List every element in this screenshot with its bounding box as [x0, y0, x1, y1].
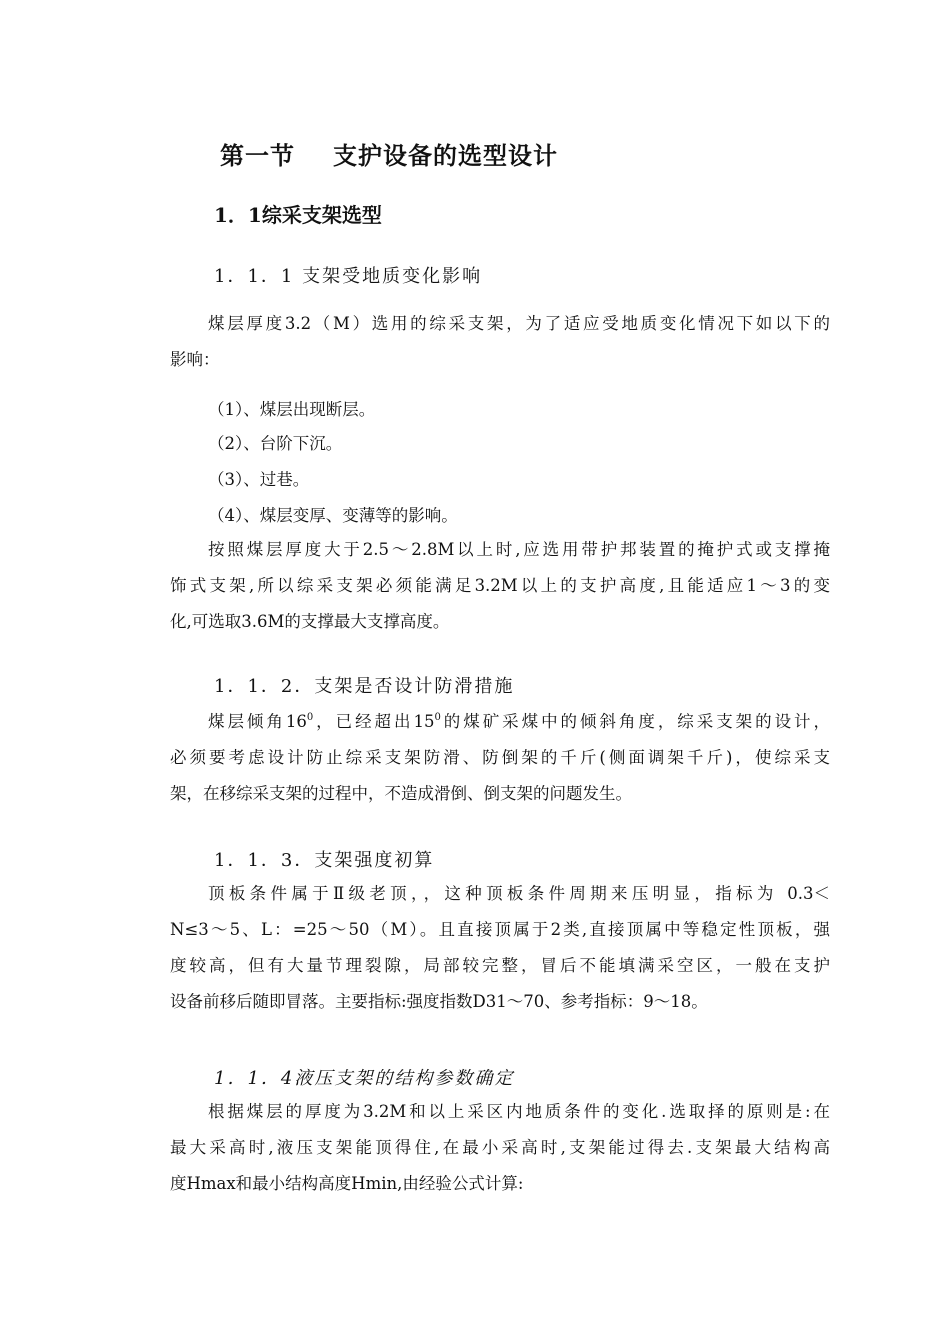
chapter-title: 支护设备的选型设计	[333, 141, 558, 170]
paragraph-line: 化,可选取3.6M的支撑最大支撑高度。	[170, 612, 450, 631]
paragraph-line: 按照煤层厚度大于2.5～2.8M以上时,应选用带护邦装置的掩护式或支撑掩	[208, 540, 830, 559]
paragraph-line: 饰式支架,所以综采支架必须能满足3.2M以上的支护高度,且能适应1～3的变	[170, 576, 830, 595]
list-item: （3）、过巷。	[208, 470, 310, 489]
list-item: （2）、台阶下沉。	[208, 434, 343, 453]
paragraph-line: 度较高，但有大量节理裂隙，局部较完整，冒后不能填满采空区，一般在支护	[170, 956, 830, 975]
paragraph-line: 必须要考虑设计防止综采支架防滑、防倒架的千斤(侧面调架千斤)，使综采支	[170, 748, 830, 767]
paragraph-line: 煤层倾角$16^0$，已经超出$15^0$的煤矿采煤中的倾斜角度，综采支架的设计，	[208, 712, 831, 731]
subsection-heading-1: 1．1．1 支架受地质变化影响	[214, 266, 483, 287]
paragraph-line: N≤3～5、L：=25～50（M）。且直接顶属于2类,直接顶属中等稳定性顶板，强	[170, 920, 830, 939]
paragraph-line: 顶板条件属于Ⅱ级老顶，，这种顶板条件周期来压明显，指标为 0.3＜	[208, 884, 830, 903]
paragraph-line: 煤层厚度3.2（M）选用的综采支架，为了适应受地质变化情况下如以下的	[208, 314, 830, 333]
paragraph-line: 设备前移后随即冒落。主要指标:强度指数D31～70、参考指标：9～18。	[170, 992, 708, 1011]
list-item: （4）、煤层变厚、变薄等的影响。	[208, 506, 458, 525]
section-heading: 1．1综采支架选型	[214, 203, 382, 227]
list-item: （1）、煤层出现断层。	[208, 400, 376, 419]
subsection-heading-3: 1．1．3．支架强度初算	[214, 850, 435, 871]
subsection-heading-4: 1．1．4液压支架的结构参数确定	[214, 1068, 515, 1089]
paragraph-line: 根据煤层的厚度为3.2M和以上采区内地质条件的变化.选取择的原则是:在	[208, 1102, 830, 1121]
paragraph-line: 度Hmax和最小结构高度Hmin,由经验公式计算:	[170, 1174, 524, 1193]
paragraph-line: 影响：	[170, 350, 220, 369]
chapter-label: 第一节	[220, 141, 295, 170]
chapter-heading	[220, 136, 558, 171]
subsection-heading-2: 1．1．2．支架是否设计防滑措施	[214, 676, 515, 697]
paragraph-line: 最大采高时,液压支架能顶得住,在最小采高时,支架能过得去.支架最大结构高	[170, 1138, 830, 1157]
paragraph-line: 架，在移综采支架的过程中，不造成滑倒、倒支架的问题发生。	[170, 784, 632, 803]
